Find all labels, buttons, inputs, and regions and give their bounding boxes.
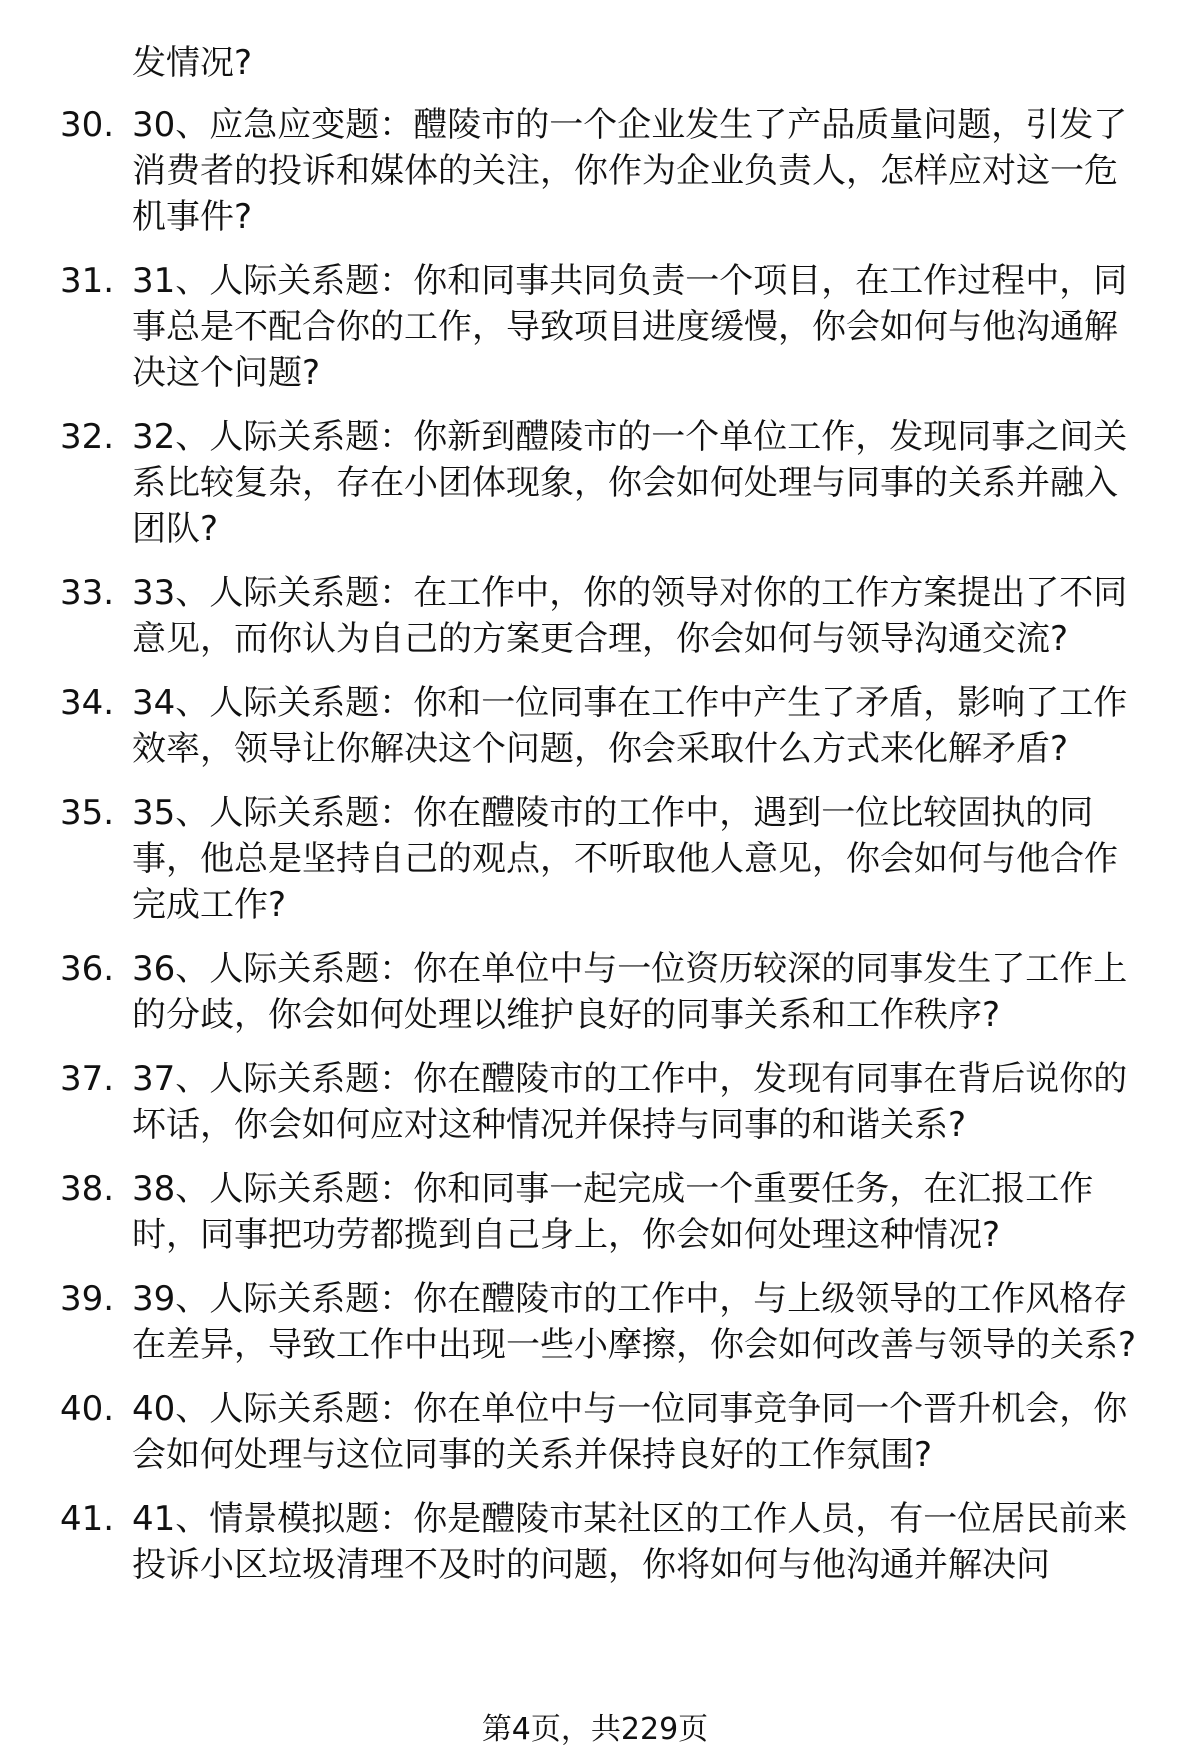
question-text: 39、人际关系题：你在醴陵市的工作中，与上级领导的工作风格存在差异，导致工作中出现一些小摩擦，你会如何改善与领导的关系? (132, 1279, 1137, 1365)
question-text: 31、人际关系题：你和同事共同负责一个项目，在工作过程中，同事总是不配合你的工作，导致项目进度缓慢，你会如何与他沟通解决这个问题? (132, 261, 1128, 393)
list-item (60, 102, 1150, 240)
list-item (60, 1386, 1150, 1478)
question-text: 37、人际关系题：你在醴陵市的工作中，发现有同事在背后说你的坏话，你会如何应对这种情况并保持与同事的和谐关系? (132, 1059, 1128, 1145)
question-text: 33、人际关系题：在工作中，你的领导对你的工作方案提出了不同意见，而你认为自己的方案更合理，你会如何与领导沟通交流? (132, 573, 1128, 659)
page-footer: 第4页，共229页 (481, 1712, 709, 1747)
list-item (60, 946, 1150, 1038)
question-text: 34、人际关系题：你和一位同事在工作中产生了矛盾，影响了工作效率，领导让你解决这个问题，你会采取什么方式来化解矛盾? (132, 683, 1128, 769)
question-text: 40、人际关系题：你在单位中与一位同事竞争同一个晋升机会，你会如何处理与这位同事的关系并保持良好的工作氛围? (132, 1389, 1128, 1475)
list-item (60, 570, 1150, 662)
question-number: 38. (60, 1169, 115, 1209)
question-number: 41. (60, 1499, 115, 1539)
question-text: 38、人际关系题：你和同事一起完成一个重要任务，在汇报工作时，同事把功劳都揽到自己身上，你会如何处理这种情况? (132, 1169, 1094, 1255)
question-number: 31. (60, 261, 115, 301)
list-item (60, 1496, 1150, 1588)
question-number: 40. (60, 1389, 115, 1429)
list-item (60, 790, 1150, 928)
question-number: 34. (60, 683, 115, 723)
list-item (60, 680, 1150, 772)
question-number: 35. (60, 793, 115, 833)
question-list-container (60, 40, 1150, 1606)
question-text: 35、人际关系题：你在醴陵市的工作中，遇到一位比较固执的同事，他总是坚持自己的观点，不听取他人意见，你会如何与他合作完成工作? (132, 793, 1118, 925)
list-item (60, 258, 1150, 396)
list-item (60, 1276, 1150, 1368)
list-item (60, 414, 1150, 552)
question-text: 36、人际关系题：你在单位中与一位资历较深的同事发生了工作上的分歧，你会如何处理以维护良好的同事关系和工作秩序? (132, 949, 1128, 1035)
question-list (60, 102, 1150, 1588)
question-text: 32、人际关系题：你新到醴陵市的一个单位工作，发现同事之间关系比较复杂，存在小团体现象，你会如何处理与同事的关系并融入团队? (132, 417, 1128, 549)
question-text: 30、应急应变题：醴陵市的一个企业发生了产品质量问题，引发了消费者的投诉和媒体的关注，你作为企业负责人，怎样应对这一危机事件? (132, 105, 1128, 237)
question-number: 39. (60, 1279, 115, 1319)
question-text: 41、情景模拟题：你是醴陵市某社区的工作人员，有一位居民前来投诉小区垃圾清理不及时的问题，你将如何与他沟通并解决问 (132, 1499, 1128, 1585)
list-item (60, 1166, 1150, 1258)
question-number: 33. (60, 573, 115, 613)
question-number: 30. (60, 105, 115, 145)
list-item (60, 1056, 1150, 1148)
question-number: 32. (60, 417, 115, 457)
continuation-text: 发情况? (132, 43, 253, 83)
question-number: 36. (60, 949, 115, 989)
question-number: 37. (60, 1059, 115, 1099)
